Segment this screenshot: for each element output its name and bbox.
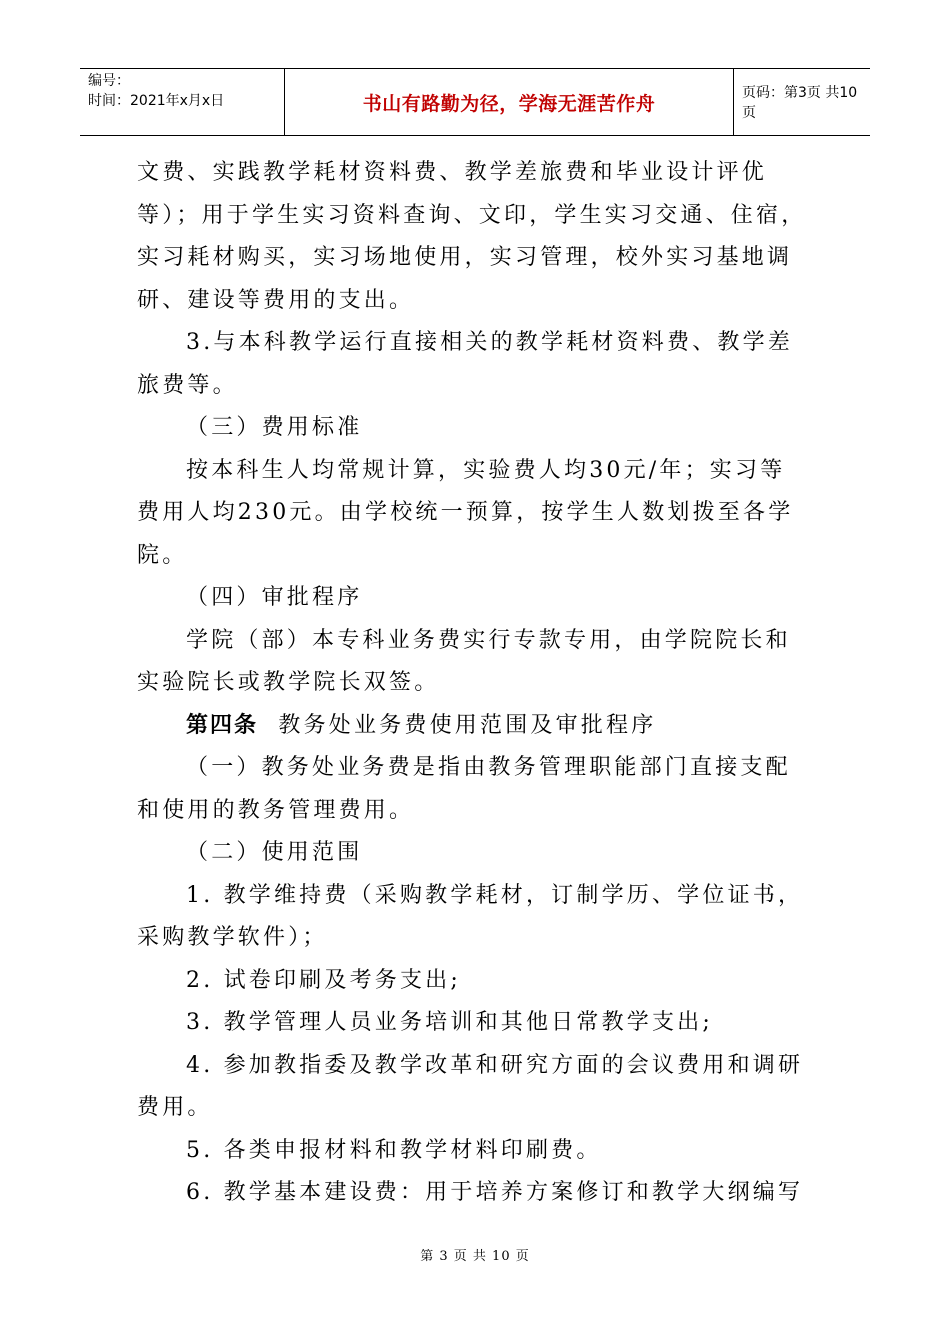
body-line: 旅费等。 (137, 372, 238, 398)
body-line: 和使用的教务管理费用。 (137, 797, 415, 823)
document-date: 时间：2021年x月x日 (88, 93, 225, 109)
body-line: 院。 (137, 542, 188, 568)
list-item: 6. 教学基本建设费：用于培养方案修订和教学大纲编写 (186, 1180, 804, 1205)
footer-page-number: 第 3 页 共 10 页 (420, 1249, 530, 1264)
page-header (80, 68, 870, 136)
list-item: 3. 教学管理人员业务培训和其他日常教学支出; (186, 1010, 713, 1035)
article-heading (137, 705, 817, 748)
document-body (137, 152, 817, 1215)
body-line: （一）教务处业务费是指由教务管理职能部门直接支配 (186, 755, 791, 780)
body-line: 实习耗材购买，实习场地使用，实习管理，校外实习基地调 (137, 245, 793, 270)
header-page-number: 页码：第3页 共10页 (742, 85, 858, 121)
body-line: 等）；用于学生实习资料查询、文印，学生实习交通、住宿， (137, 202, 807, 228)
body-line: 学院（部）本专科业务费实行专款专用，由学院院长和 (186, 627, 791, 653)
body-line: 按本科生人均常规计算，实验费人均30元/年；实习等 (186, 457, 786, 483)
list-item: 5. 各类申报材料和教学材料印刷费。 (186, 1137, 602, 1163)
section-heading: （三）费用标准 (186, 415, 363, 440)
body-line: 文费、实践教学耗材资料费、教学差旅费和毕业设计评优 (137, 160, 768, 185)
document-number: 编号： (88, 73, 130, 89)
body-line: 3.与本科教学运行直接相关的教学耗材资料费、教学差 (186, 330, 793, 355)
body-line: 研、建设等费用的支出。 (137, 287, 415, 313)
body-line: 实验院长或教学院长双签。 (137, 670, 440, 695)
header-motto: 书山有路勤为径，学海无涯苦作舟 (362, 92, 656, 115)
body-line: 费用。 (137, 1095, 213, 1120)
page-footer (0, 1245, 950, 1264)
list-item: 1. 教学维持费（采购教学耗材，订制学历、学位证书， (186, 882, 804, 908)
article-label: 第四条 (186, 712, 259, 738)
section-heading: （二）使用范围 (186, 840, 363, 865)
header-meta (80, 69, 284, 135)
body-line: 采购教学软件）； (137, 925, 328, 950)
list-item: 4. 参加教指委及教学改革和研究方面的会议费用和调研 (186, 1052, 804, 1078)
header-motto-cell (284, 69, 734, 135)
section-heading: （四）审批程序 (186, 585, 363, 610)
list-item: 2. 试卷印刷及考务支出; (186, 967, 461, 993)
article-title: 教务处业务费使用范围及审批程序 (278, 712, 657, 738)
body-line: 费用人均230元。由学校统一预算，按学生人数划拨至各学 (137, 500, 794, 525)
header-page-cell (734, 69, 870, 135)
